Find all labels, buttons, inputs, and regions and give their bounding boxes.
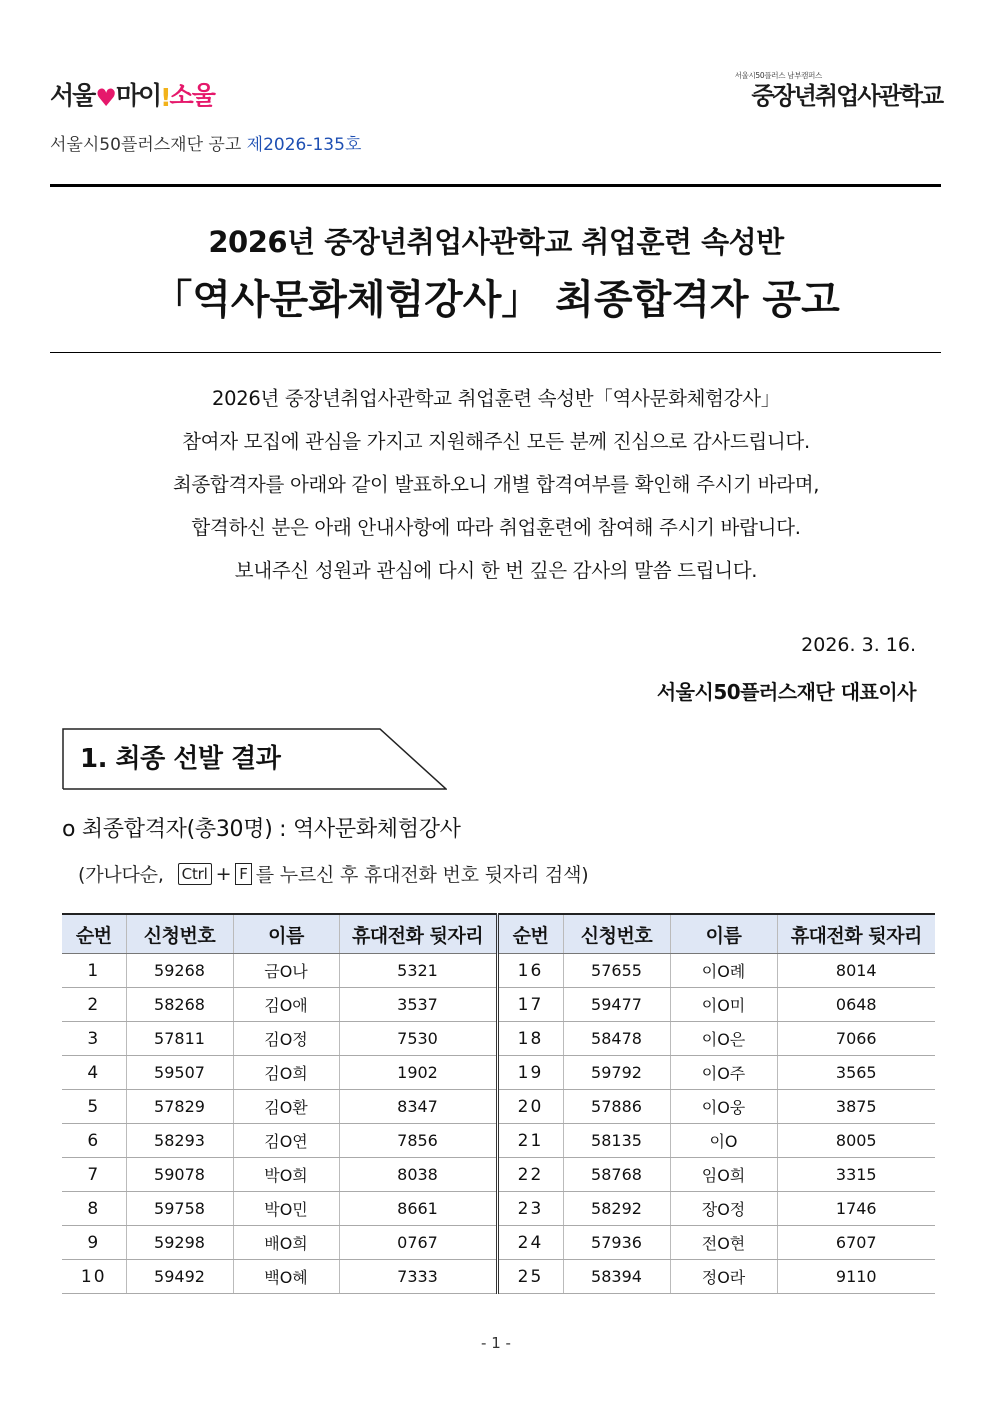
header-name: 이름	[233, 914, 339, 954]
cell-app-no: 59078	[126, 1158, 233, 1192]
cell-seq: 2	[62, 988, 126, 1022]
hint-plus: +	[215, 862, 232, 885]
table-row	[62, 1226, 935, 1260]
table-row	[62, 988, 935, 1022]
cell-name: 배O희	[233, 1226, 339, 1260]
cell-name: 이O은	[670, 1022, 777, 1056]
heart-icon: ♥	[95, 84, 115, 112]
cell-seq: 10	[62, 1260, 126, 1294]
f-key-icon: F	[235, 863, 251, 885]
header-name: 이름	[670, 914, 777, 954]
cell-phone: 0767	[339, 1226, 497, 1260]
logo-right-subtitle: 서울시50플러스 남부캠퍼스	[734, 71, 822, 80]
cell-app-no: 58768	[563, 1158, 670, 1192]
cell-name: 박O민	[233, 1192, 339, 1226]
cell-app-no: 58135	[563, 1124, 670, 1158]
cell-phone: 7530	[339, 1022, 497, 1056]
table-row	[62, 954, 935, 988]
cell-name: 박O희	[233, 1158, 339, 1192]
cell-name: 이O	[670, 1124, 777, 1158]
cell-name: 김O연	[233, 1124, 339, 1158]
page-title-line1: 2026년 중장년취업사관학교 취업훈련 속성반	[208, 225, 784, 259]
cell-app-no: 58394	[563, 1260, 670, 1294]
cell-seq: 21	[497, 1124, 563, 1158]
cell-app-no: 59477	[563, 988, 670, 1022]
body-line: 합격하신 분은 아래 안내사항에 따라 취업훈련에 참여해 주시기 바랍니다.	[191, 516, 801, 539]
logo-right-title	[702, 81, 942, 111]
cell-name: 백O혜	[233, 1260, 339, 1294]
cell-seq: 3	[62, 1022, 126, 1056]
cell-seq: 25	[497, 1260, 563, 1294]
cell-app-no: 59758	[126, 1192, 233, 1226]
table-row	[62, 1158, 935, 1192]
table-row	[62, 1090, 935, 1124]
announcement-body	[0, 377, 992, 592]
body-line: 보내주신 성원과 관심에 다시 한 번 깊은 감사의 말씀 드립니다.	[234, 559, 758, 582]
logo-left-part1: 서울	[50, 81, 95, 110]
cell-phone: 7066	[777, 1022, 935, 1056]
table-row	[62, 1056, 935, 1090]
cell-app-no: 57655	[563, 954, 670, 988]
hint-prefix: (가나다순,	[78, 864, 164, 886]
table-row	[62, 1260, 935, 1294]
notice-number-line	[50, 130, 361, 155]
notice-prefix: 서울시50플러스재단 공고	[50, 135, 242, 155]
hint-suffix: 를 누르신 후 휴대전화 번호 뒷자리 검색)	[255, 864, 589, 886]
cell-name: 정O라	[670, 1260, 777, 1294]
cell-phone: 3537	[339, 988, 497, 1022]
cell-name: 임O희	[670, 1158, 777, 1192]
announcement-date: 2026. 3. 16.	[801, 634, 916, 656]
cell-phone: 8005	[777, 1124, 935, 1158]
cell-app-no: 58478	[563, 1022, 670, 1056]
header-phone: 휴대전화 뒷자리	[339, 914, 497, 954]
cell-app-no: 59298	[126, 1226, 233, 1260]
cell-phone: 1746	[777, 1192, 935, 1226]
cell-name: 김O정	[233, 1022, 339, 1056]
header-app-no: 신청번호	[126, 914, 233, 954]
ctrl-key-icon: Ctrl	[178, 863, 212, 885]
page-title-line2: 「역사문화체험강사」 최종합격자 공고	[152, 277, 840, 323]
body-line: 참여자 모집에 관심을 가지고 지원해주신 모든 분께 진심으로 감사드립니다.	[182, 430, 810, 453]
cell-app-no: 57811	[126, 1022, 233, 1056]
cell-app-no: 57829	[126, 1090, 233, 1124]
title-divider	[50, 352, 941, 353]
table-header-row	[62, 914, 935, 954]
cell-phone: 7333	[339, 1260, 497, 1294]
cell-name: 김O환	[233, 1090, 339, 1124]
cell-app-no: 59268	[126, 954, 233, 988]
cell-seq: 22	[497, 1158, 563, 1192]
cell-name: 금O나	[233, 954, 339, 988]
cell-seq: 23	[497, 1192, 563, 1226]
cell-phone: 8661	[339, 1192, 497, 1226]
cell-app-no: 59492	[126, 1260, 233, 1294]
cell-phone: 0648	[777, 988, 935, 1022]
cell-app-no: 59792	[563, 1056, 670, 1090]
cell-name: 이O례	[670, 954, 777, 988]
cell-name: 전O현	[670, 1226, 777, 1260]
cell-seq: 20	[497, 1090, 563, 1124]
cell-phone: 7856	[339, 1124, 497, 1158]
cell-phone: 8038	[339, 1158, 497, 1192]
logo-midlife-employment-academy	[702, 70, 942, 111]
top-divider	[50, 184, 941, 187]
cell-phone: 5321	[339, 954, 497, 988]
cell-phone: 3565	[777, 1056, 935, 1090]
cell-phone: 1902	[339, 1056, 497, 1090]
cell-app-no: 59507	[126, 1056, 233, 1090]
cell-phone: 3875	[777, 1090, 935, 1124]
cell-app-no: 58292	[563, 1192, 670, 1226]
cell-seq: 16	[497, 954, 563, 988]
cell-seq: 7	[62, 1158, 126, 1192]
cell-app-no: 57886	[563, 1090, 670, 1124]
notice-number: 제2026-135호	[246, 135, 362, 155]
logo-left-part2: 마이	[115, 81, 161, 110]
header-seq: 순번	[62, 914, 126, 954]
cell-phone: 3315	[777, 1158, 935, 1192]
section-title: 1. 최종 선발 결과	[80, 744, 281, 774]
body-line: 2026년 중장년취업사관학교 취업훈련 속성반「역사문화체험강사」	[212, 387, 780, 410]
cell-name: 김O애	[233, 988, 339, 1022]
cell-name: 장O정	[670, 1192, 777, 1226]
cell-name: 김O희	[233, 1056, 339, 1090]
table-row	[62, 1022, 935, 1056]
cell-phone: 6707	[777, 1226, 935, 1260]
cell-seq: 6	[62, 1124, 126, 1158]
table-row	[62, 1124, 935, 1158]
logo-left-part3: 소울	[169, 81, 214, 110]
page-number: - 1 -	[481, 1334, 511, 1352]
cell-phone: 8014	[777, 954, 935, 988]
table-row	[62, 1192, 935, 1226]
cell-seq: 18	[497, 1022, 563, 1056]
cell-phone: 9110	[777, 1260, 935, 1294]
body-line: 최종합격자를 아래와 같이 발표하오니 개별 합격여부를 확인해 주시기 바라며,	[172, 473, 820, 496]
logo-seoul-my-soul	[50, 78, 214, 112]
cell-seq: 4	[62, 1056, 126, 1090]
cell-seq: 24	[497, 1226, 563, 1260]
logo-right-title-text: 중장년취업사관학교	[751, 82, 942, 110]
cell-app-no: 58268	[126, 988, 233, 1022]
cell-seq: 9	[62, 1226, 126, 1260]
results-table	[62, 913, 935, 1294]
result-summary: o 최종합격자(총30명) : 역사문화체험강사	[62, 817, 461, 842]
cell-app-no: 57936	[563, 1226, 670, 1260]
header-phone: 휴대전화 뒷자리	[777, 914, 935, 954]
cell-name: 이O주	[670, 1056, 777, 1090]
cell-seq: 19	[497, 1056, 563, 1090]
cell-phone: 8347	[339, 1090, 497, 1124]
announcement-signer: 서울시50플러스재단 대표이사	[656, 680, 916, 704]
exclamation-icon: !	[160, 83, 170, 112]
cell-name: 이O미	[670, 988, 777, 1022]
cell-seq: 17	[497, 988, 563, 1022]
header-seq: 순번	[497, 914, 563, 954]
cell-seq: 8	[62, 1192, 126, 1226]
cell-seq: 5	[62, 1090, 126, 1124]
search-hint	[78, 860, 588, 887]
cell-seq: 1	[62, 954, 126, 988]
cell-name: 이O웅	[670, 1090, 777, 1124]
header-app-no: 신청번호	[563, 914, 670, 954]
cell-app-no: 58293	[126, 1124, 233, 1158]
